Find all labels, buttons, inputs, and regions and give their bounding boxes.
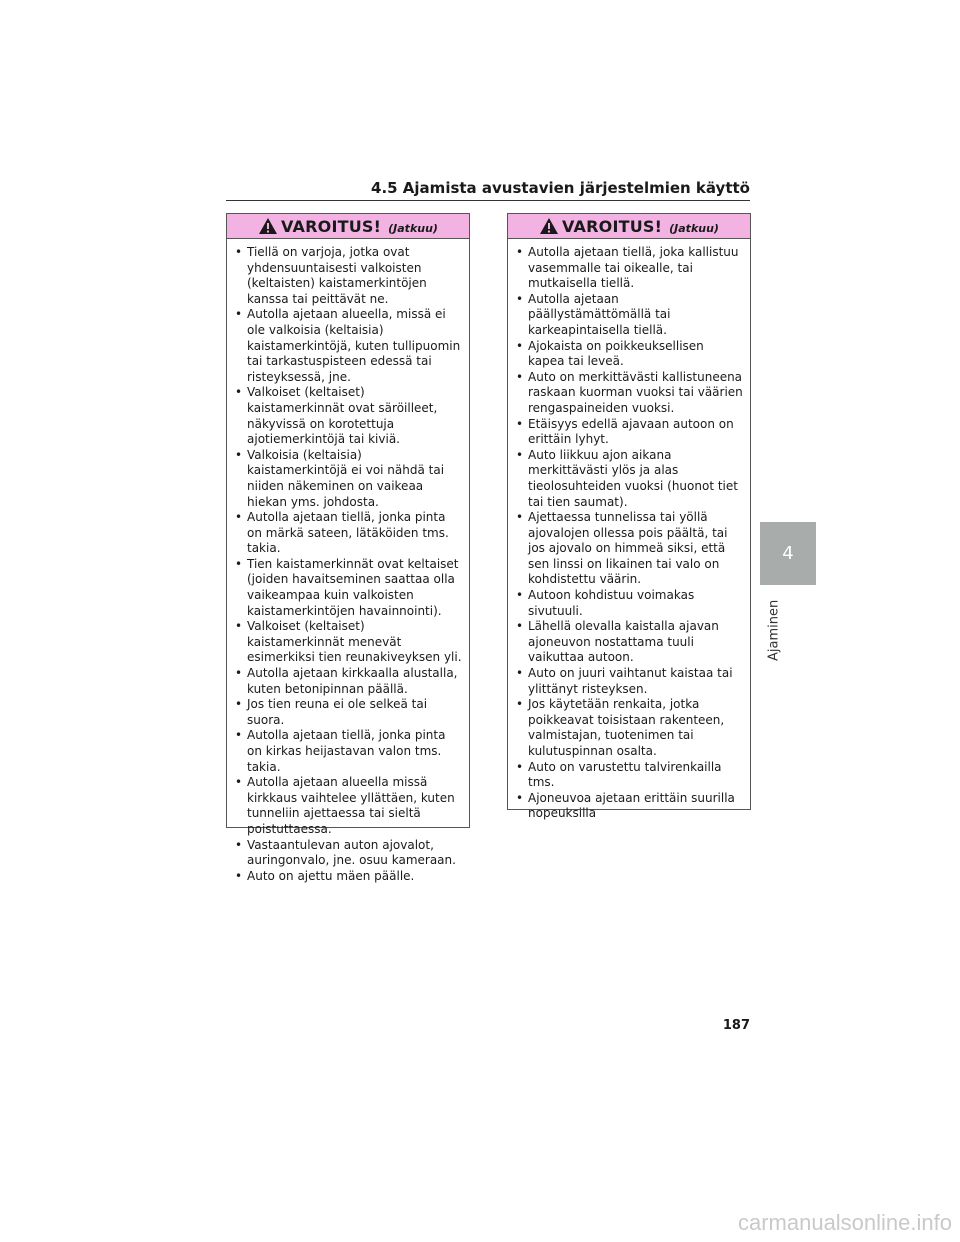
watermark: carmanualsonline.info	[737, 1210, 952, 1235]
list-item: • Autolla ajetaan tiellä, jonka pinta on kirkas heijastavan valon tms. takia.	[231, 728, 463, 775]
list-item: • Jos käytetään renkaita, jotka poikkeavat toisistaan rakenteen, valmistajan, tuotenimen tai kulutuspinnan osalta.	[512, 697, 744, 759]
list-item: • Valkoiset (keltaiset) kaistamerkinnät ovat säröilleet, näkyvissä on korotettuja ajotiemerkintöjä tai kiviä.	[231, 385, 463, 447]
list-item: • Autoon kohdistuu voimakas sivutuuli.	[512, 588, 744, 619]
header-rule	[226, 200, 750, 201]
list-item: • Auto on juuri vaihtanut kaistaa tai ylittänyt risteyksen.	[512, 666, 744, 697]
list-item: • Lähellä olevalla kaistalla ajavan ajoneuvon nostattama tuuli vaikuttaa autoon.	[512, 619, 744, 666]
warning-triangle-icon	[539, 217, 559, 235]
warning-continued: (Jatkuu)	[388, 222, 438, 235]
chapter-tab-label: Ajaminen	[766, 599, 782, 661]
list-item: • Etäisyys edellä ajavaan autoon on erittäin lyhyt.	[512, 417, 744, 448]
list-item: • Ajokaista on poikkeuksellisen kapea tai leveä.	[512, 339, 744, 370]
warning-triangle-icon	[258, 217, 278, 235]
list-item: • Jos tien reuna ei ole selkeä tai suora.	[231, 697, 463, 728]
list-item: • Auto on ajettu mäen päälle.	[231, 869, 463, 885]
list-item: • Valkoiset (keltaiset) kaistamerkinnät menevät esimerkiksi tien reunakiveyksen yli.	[231, 619, 463, 666]
list-item: • Autolla ajetaan tiellä, joka kallistuu vasemmalle tai oikealle, tai mutkaisella tiellä.	[512, 245, 744, 292]
list-item: • Autolla ajetaan alueella, missä ei ole valkoisia (keltaisia) kaistamerkintöjä, kuten tullipuomin tai tarkastuspisteen edessä tai risteyksessä, jne.	[231, 307, 463, 385]
list-item: • Tien kaistamerkinnät ovat keltaiset (joiden havaitseminen saattaa olla vaikeampaa kuin valkoisten kaistamerkintöjen havainnointi).	[231, 557, 463, 619]
warning-title: VAROITUS!	[281, 216, 382, 236]
section-header: 4.5 Ajamista avustavien järjestelmien käyttö	[371, 179, 750, 197]
list-item: • Autolla ajetaan tiellä, jonka pinta on märkä sateen, lätäköiden tms. takia.	[231, 510, 463, 557]
list-item: • Ajoneuvoa ajetaan erittäin suurilla nopeuksilla	[512, 791, 744, 822]
list-item: • Autolla ajetaan päällystämättömällä tai karkeapintaisella tiellä.	[512, 292, 744, 339]
list-item: • Autolla ajetaan kirkkaalla alustalla, kuten betonipinnan päällä.	[231, 666, 463, 697]
list-item: • Ajettaessa tunnelissa tai yöllä ajovalojen ollessa pois päältä, tai jos ajovalo on himmeä siksi, että sen linssi on likainen tai valo on kohdistettu väärin.	[512, 510, 744, 588]
chapter-tab[interactable]: 4	[760, 522, 816, 585]
list-item: • Auto liikkuu ajon aikana merkittävästi ylös ja alas tieolosuhteiden vuoksi (huonot tiet tai tien saumat).	[512, 448, 744, 510]
list-item: • Autolla ajetaan alueella missä kirkkaus vaihtelee yllättäen, kuten tunneliin ajettaessa tai sieltä poistuttaessa.	[231, 775, 463, 837]
list-item: • Valkoisia (keltaisia) kaistamerkintöjä ei voi nähdä tai niiden näkeminen on vaikeaa hiekan yms. johdosta.	[231, 448, 463, 510]
list-item: • Vastaantulevan auton ajovalot, auringonvalo, jne. osuu kameraan.	[231, 838, 463, 869]
list-item: • Auto on varustettu talvirenkailla tms.	[512, 760, 744, 791]
warning-continued: (Jatkuu)	[669, 222, 719, 235]
warning-title: VAROITUS!	[562, 216, 663, 236]
warning-list-right	[508, 239, 750, 822]
warning-header-right	[508, 214, 750, 239]
warning-box-right	[507, 213, 751, 821]
list-item: • Auto on merkittävästi kallistuneena raskaan kuorman vuoksi tai väärien rengaspaineiden vuoksi.	[512, 370, 744, 417]
warning-header-left	[227, 214, 469, 239]
list-item: • Tiellä on varjoja, jotka ovat yhdensuuntaisesti valkoisten (keltaisten) kaistamerkintöjen kanssa tai peittävät ne.	[231, 245, 463, 307]
page-number: 187	[722, 1018, 750, 1033]
warning-box-left	[226, 213, 470, 883]
warning-list-left	[227, 239, 469, 884]
